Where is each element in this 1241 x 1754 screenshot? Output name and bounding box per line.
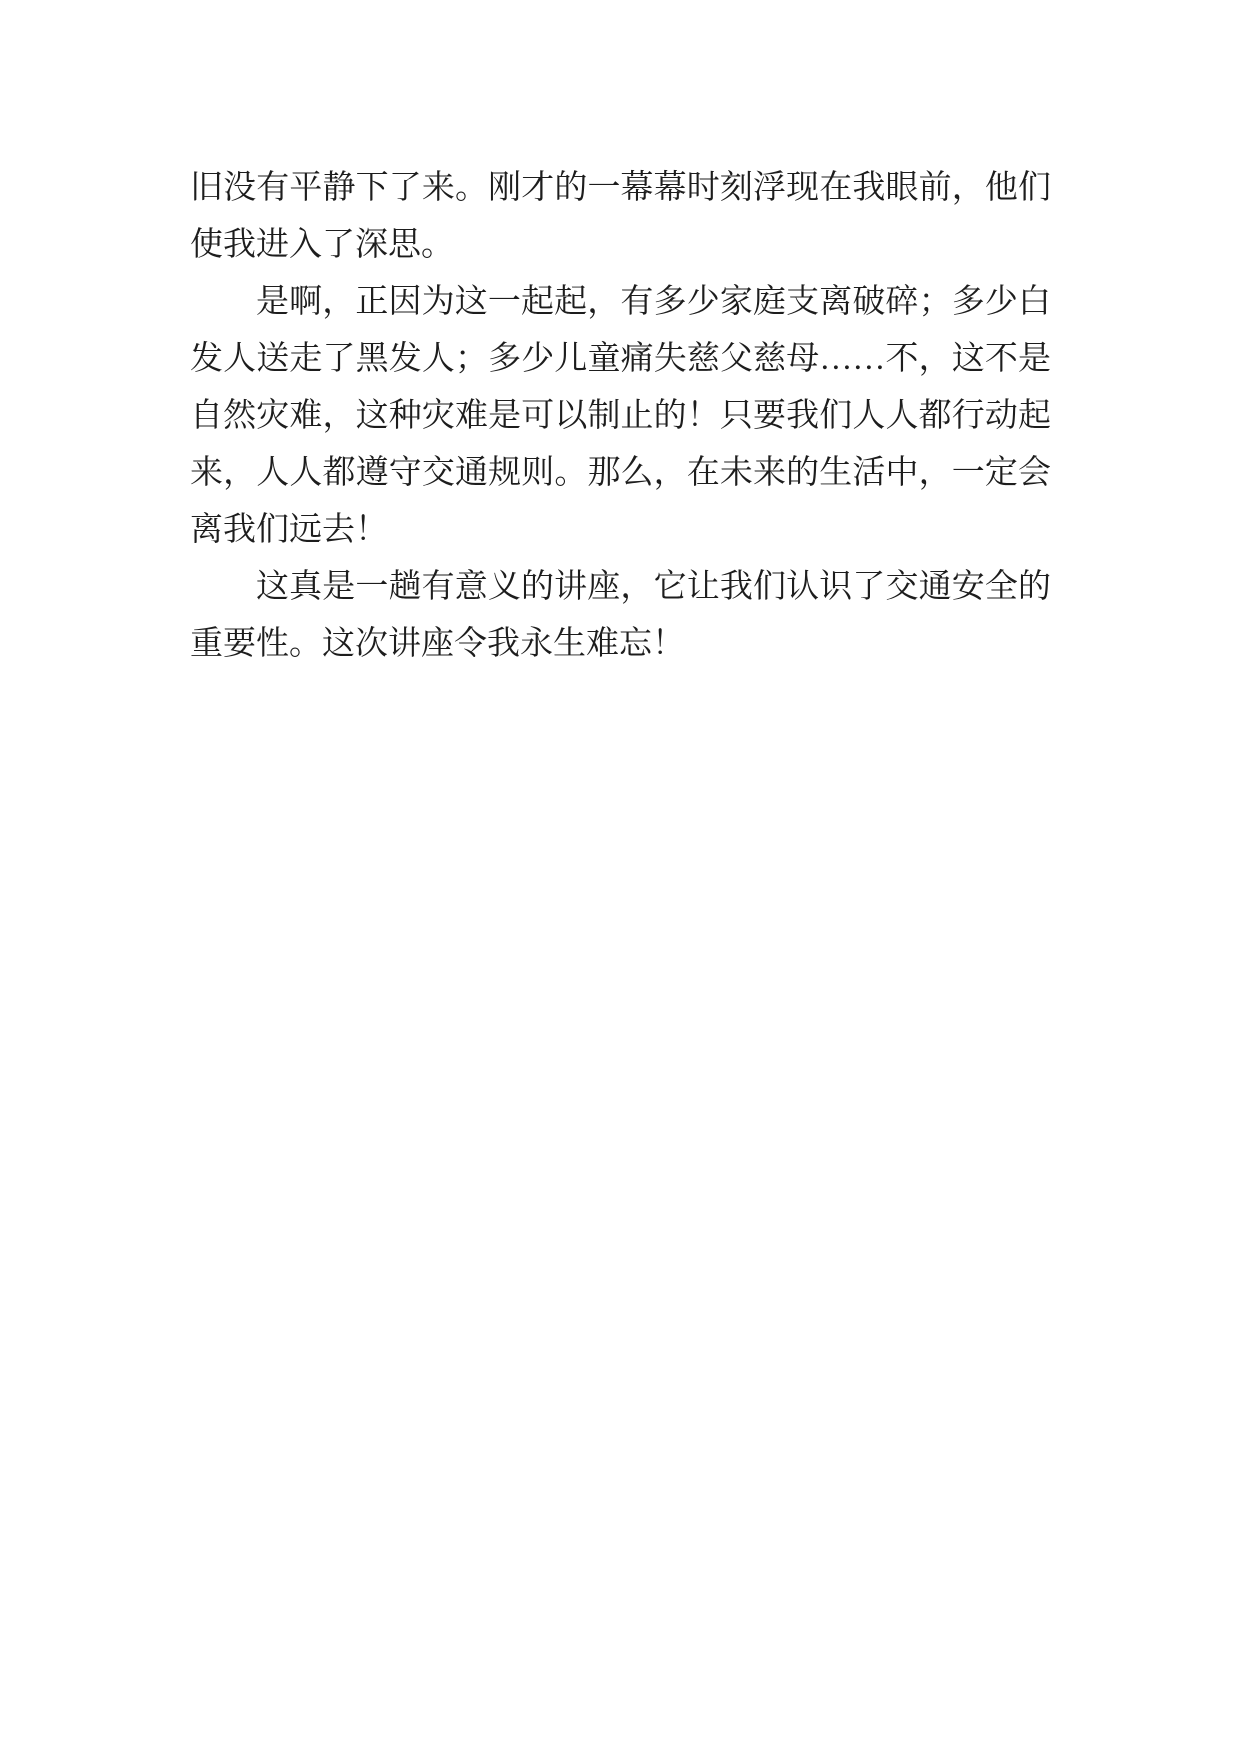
essay-body xyxy=(190,160,1051,673)
paragraph-conclusion: 这真是一趟有意义的讲座，它让我们认识了交通安全的重要性。这次讲座令我永生难忘！ xyxy=(190,569,1051,662)
paragraph-continuation: 旧没有平静下了来。刚才的一幕幕时刻浮现在我眼前，他们使我进入了深思。 xyxy=(190,170,1051,263)
paragraph-reflection: 是啊，正因为这一起起，有多少家庭支离破碎；多少白发人送走了黑发人；多少儿童痛失慈父慈母……不，这不是自然灾难，这种灾难是可以制止的！只要我们人人都行动起来，人人都遵守交通规则。那么，在未来的生活中，一定会离我们远去！ xyxy=(190,284,1051,548)
